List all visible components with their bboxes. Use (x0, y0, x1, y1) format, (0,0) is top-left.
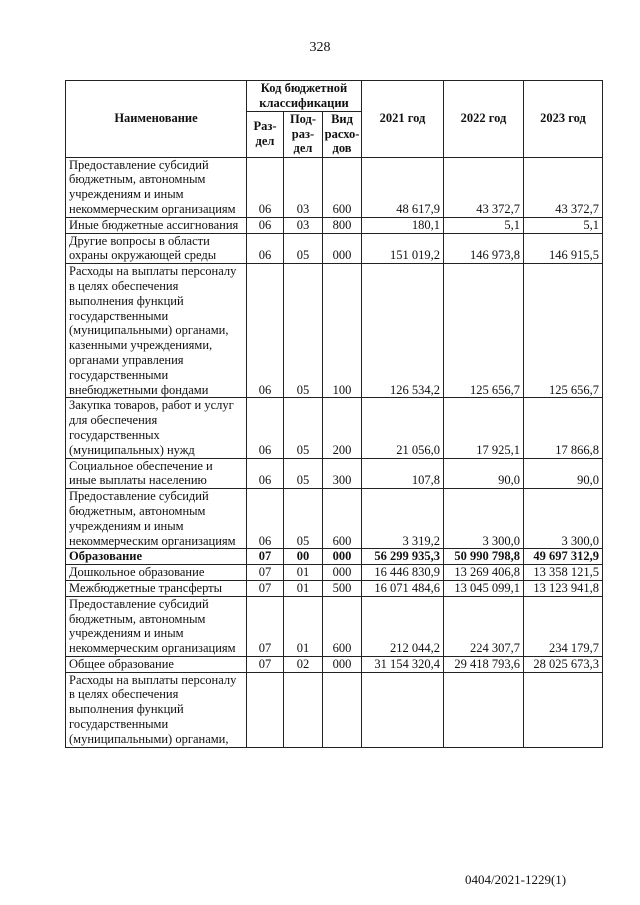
row-name: Предоставление субсидий бюджетным, автономным учреждениям и иным некоммерческим организациям (66, 157, 247, 217)
row-name: Иные бюджетные ассигнования (66, 217, 247, 233)
row-subsection: 01 (284, 565, 323, 581)
row-value-2022: 13 269 406,8 (444, 565, 524, 581)
header-subsection: Под-раз-дел (284, 111, 323, 157)
table-body (66, 157, 603, 747)
table-row (66, 157, 603, 217)
row-name: Другие вопросы в области охраны окружающей среды (66, 233, 247, 264)
page-number: 328 (309, 40, 331, 55)
header-section: Раз-дел (247, 111, 284, 157)
row-value-2021: 48 617,9 (362, 157, 444, 217)
row-value-2022: 5,1 (444, 217, 524, 233)
row-value-2023: 3 300,0 (524, 489, 603, 549)
row-expense-type: 600 (323, 489, 362, 549)
row-value-2021: 126 534,2 (362, 264, 444, 398)
row-value-2023: 5,1 (524, 217, 603, 233)
budget-table (65, 80, 603, 748)
row-value-2021 (362, 672, 444, 747)
row-section: 07 (247, 580, 284, 596)
row-expense-type: 800 (323, 217, 362, 233)
row-section: 07 (247, 596, 284, 656)
row-value-2022: 146 973,8 (444, 233, 524, 264)
row-subsection: 03 (284, 217, 323, 233)
row-value-2021: 31 154 320,4 (362, 656, 444, 672)
row-name: Предоставление субсидий бюджетным, автономным учреждениям и иным некоммерческим организациям (66, 489, 247, 549)
row-section: 06 (247, 233, 284, 264)
row-section: 06 (247, 264, 284, 398)
table-row (66, 580, 603, 596)
row-name: Общее образование (66, 656, 247, 672)
row-value-2021: 151 019,2 (362, 233, 444, 264)
row-value-2022: 50 990 798,8 (444, 549, 524, 565)
row-expense-type: 000 (323, 233, 362, 264)
table-row (66, 596, 603, 656)
row-name: Закупка товаров, работ и услуг для обеспечения государственных (муниципальных) нужд (66, 398, 247, 458)
table-row (66, 489, 603, 549)
row-value-2023: 13 123 941,8 (524, 580, 603, 596)
row-name: Социальное обеспечение и иные выплаты населению (66, 458, 247, 489)
row-value-2021: 3 319,2 (362, 489, 444, 549)
row-section: 06 (247, 458, 284, 489)
row-expense-type: 600 (323, 157, 362, 217)
row-expense-type: 500 (323, 580, 362, 596)
row-value-2021: 16 071 484,6 (362, 580, 444, 596)
table-row (66, 458, 603, 489)
row-subsection: 01 (284, 580, 323, 596)
row-subsection: 02 (284, 656, 323, 672)
row-section: 06 (247, 217, 284, 233)
row-expense-type: 000 (323, 656, 362, 672)
table-row (66, 264, 603, 398)
row-name: Образование (66, 549, 247, 565)
row-subsection (284, 672, 323, 747)
row-name: Расходы на выплаты персоналу в целях обеспечения выполнения функций государственными (муниципальными) органами, (66, 672, 247, 747)
row-value-2022: 3 300,0 (444, 489, 524, 549)
row-name: Межбюджетные трансферты (66, 580, 247, 596)
row-value-2023: 28 025 673,3 (524, 656, 603, 672)
table-row (66, 398, 603, 458)
row-value-2022: 17 925,1 (444, 398, 524, 458)
row-name: Предоставление субсидий бюджетным, автономным учреждениям и иным некоммерческим организациям (66, 596, 247, 656)
row-subsection: 01 (284, 596, 323, 656)
row-value-2022: 90,0 (444, 458, 524, 489)
table-row (66, 565, 603, 581)
row-section: 07 (247, 656, 284, 672)
row-value-2023: 17 866,8 (524, 398, 603, 458)
row-value-2023 (524, 672, 603, 747)
row-section: 07 (247, 549, 284, 565)
row-section: 07 (247, 565, 284, 581)
table-row (66, 656, 603, 672)
row-expense-type: 000 (323, 549, 362, 565)
row-value-2023: 43 372,7 (524, 157, 603, 217)
row-subsection: 05 (284, 264, 323, 398)
row-subsection: 00 (284, 549, 323, 565)
row-value-2023: 90,0 (524, 458, 603, 489)
row-value-2023: 234 179,7 (524, 596, 603, 656)
row-subsection: 05 (284, 458, 323, 489)
row-section (247, 672, 284, 747)
row-subsection: 05 (284, 398, 323, 458)
row-expense-type: 200 (323, 398, 362, 458)
row-expense-type: 100 (323, 264, 362, 398)
header-2023: 2023 год (524, 81, 603, 158)
row-subsection: 03 (284, 157, 323, 217)
row-expense-type (323, 672, 362, 747)
row-value-2023: 49 697 312,9 (524, 549, 603, 565)
header-expense-type: Вид расхо-дов (323, 111, 362, 157)
table-row (66, 217, 603, 233)
row-value-2021: 212 044,2 (362, 596, 444, 656)
document-code: 0404/2021-1229(1) (465, 872, 567, 887)
row-expense-type: 600 (323, 596, 362, 656)
header-2022: 2022 год (444, 81, 524, 158)
row-value-2022: 43 372,7 (444, 157, 524, 217)
row-value-2023: 125 656,7 (524, 264, 603, 398)
row-value-2023: 146 915,5 (524, 233, 603, 264)
row-name: Дошкольное образование (66, 565, 247, 581)
row-value-2021: 16 446 830,9 (362, 565, 444, 581)
row-value-2022: 29 418 793,6 (444, 656, 524, 672)
row-expense-type: 300 (323, 458, 362, 489)
row-value-2022: 125 656,7 (444, 264, 524, 398)
row-expense-type: 000 (323, 565, 362, 581)
header-2021: 2021 год (362, 81, 444, 158)
row-subsection: 05 (284, 489, 323, 549)
row-name: Расходы на выплаты персоналу в целях обеспечения выполнения функций государственными (муниципальными) органами, казенными учреждениями, органами управления государственными внебюджетными фондами (66, 264, 247, 398)
row-value-2021: 107,8 (362, 458, 444, 489)
row-value-2022: 13 045 099,1 (444, 580, 524, 596)
row-subsection: 05 (284, 233, 323, 264)
header-code-group: Код бюджетной классификации (247, 81, 362, 112)
table-row (66, 672, 603, 747)
row-value-2022 (444, 672, 524, 747)
row-value-2023: 13 358 121,5 (524, 565, 603, 581)
row-value-2021: 56 299 935,3 (362, 549, 444, 565)
row-value-2021: 21 056,0 (362, 398, 444, 458)
row-value-2022: 224 307,7 (444, 596, 524, 656)
row-section: 06 (247, 489, 284, 549)
row-section: 06 (247, 398, 284, 458)
table-row (66, 233, 603, 264)
table-row (66, 549, 603, 565)
header-name: Наименование (66, 81, 247, 158)
row-section: 06 (247, 157, 284, 217)
row-value-2021: 180,1 (362, 217, 444, 233)
